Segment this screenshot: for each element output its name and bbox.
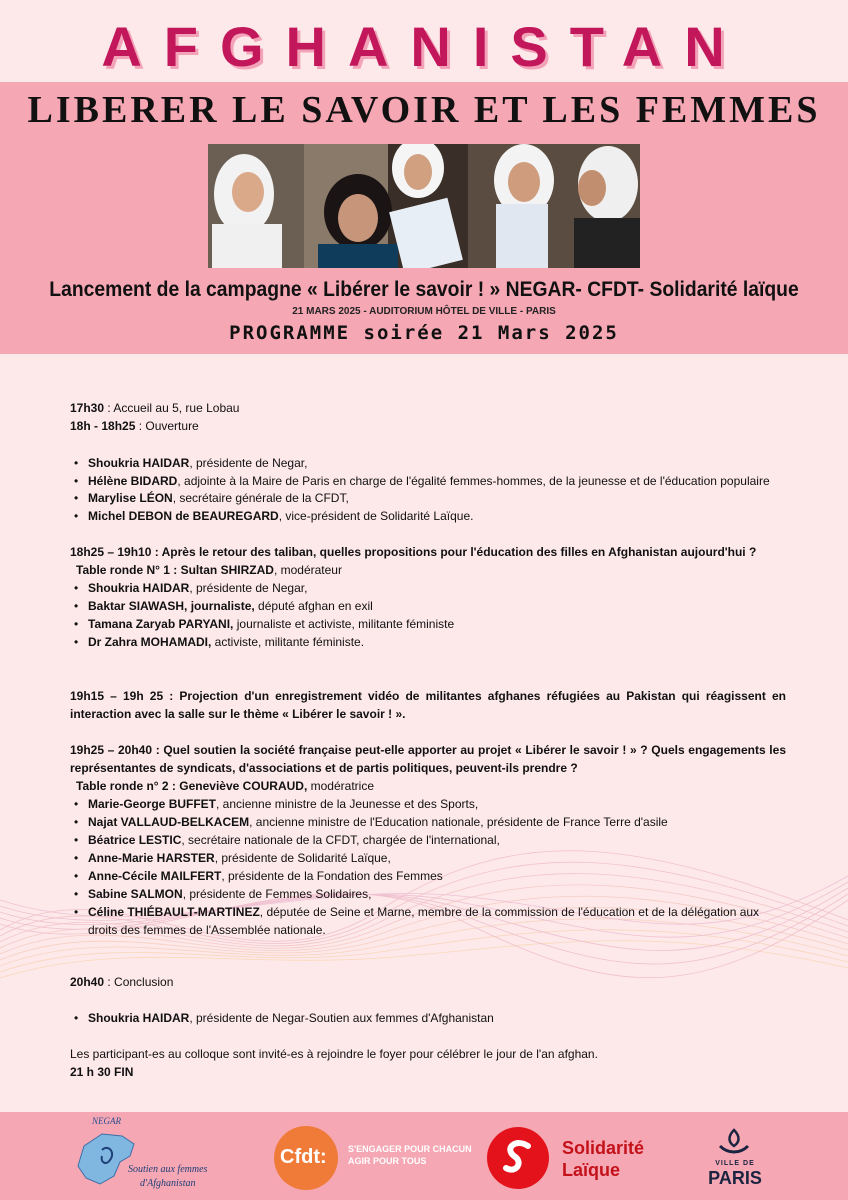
speaker-name: Shoukria HAIDAR	[88, 456, 190, 470]
closing-note: Les participant-es au colloque sont invité-es à rejoindre le foyer pour célébrer le jour de l'an afghan.	[70, 1047, 598, 1061]
list-item	[88, 473, 786, 491]
solidarite-laique-logo	[486, 1126, 656, 1190]
speaker-name: Michel DEBON de BEAUREGARD	[88, 508, 279, 523]
session2-heading: 19h15 – 19h 25 : Projection d'un enregistrement vidéo de militantes afghanes réfugiées au Pakistan qui réagissent en interaction avec la salle sur le thème « Libérer le savoir ! ».	[70, 689, 786, 721]
date-venue: 21 MARS 2025 - AUDITORIUM HÔTEL DE VILLE - PARIS	[292, 306, 556, 317]
conclusion-speakers	[70, 1009, 786, 1027]
text: : Conclusion	[104, 975, 174, 989]
speaker-role: , présidente de Solidarité Laïque,	[214, 851, 391, 865]
time: 17h30	[70, 401, 105, 415]
session1-table	[70, 561, 786, 579]
list-item	[88, 903, 786, 939]
opening-line-2	[70, 417, 786, 435]
speaker-role: , présidente de Negar,	[189, 581, 308, 595]
list-item	[88, 633, 786, 651]
session3-speakers	[70, 795, 786, 939]
time: 20h40	[70, 975, 105, 989]
opening-line-1	[70, 399, 786, 417]
solidarite-s-icon	[486, 1126, 550, 1190]
table-label: Table ronde N° 1 : Sultan SHIRZAD	[76, 563, 274, 577]
speaker-role: , adjointe à la Maire de Paris en charge de l'égalité femmes-hommes, de la jeunesse et de l'éducation populaire	[177, 473, 770, 488]
text: : Ouverture	[135, 419, 199, 433]
programme-title: PROGRAMME soirée 21 Mars 2025	[229, 322, 619, 344]
table-role: , modérateur	[273, 563, 342, 577]
table-label: Table ronde n° 2 : Geneviève COURAUD,	[76, 779, 308, 793]
session1-heading: 18h25 – 19h10 : Après le retour des taliban, quelles propositions pour l'éducation des filles en Afghanistan aujourd'hui ?	[70, 545, 757, 559]
cfdt-tagline-1: S'ENGAGER POUR CHACUN	[348, 1144, 472, 1154]
speaker-role: , vice-président de Solidarité Laïque.	[278, 508, 474, 523]
cfdt-logo	[274, 1126, 472, 1190]
session3-table	[70, 777, 786, 795]
speaker-role: député afghan en exil	[254, 599, 373, 613]
girls-photo-collage	[208, 144, 640, 268]
speaker-name: Béatrice LESTIC	[88, 833, 182, 847]
solidarite-word-2: Laïque	[562, 1160, 621, 1180]
session1-speakers	[70, 579, 786, 651]
poster-title: AFGHANISTAN	[101, 15, 747, 78]
opening-speakers	[70, 455, 786, 525]
cfdt-tagline-2: AGIR POUR TOUS	[348, 1156, 427, 1166]
speaker-role: , secrétaire nationale de la CFDT, chargée de l'international,	[181, 833, 500, 847]
list-item	[88, 867, 786, 885]
session3-heading: 19h25 – 20h40 : Quel soutien la société française peut-elle apporter au projet « Libérer le savoir ! » ? Quels engagements les représentantes de syndicats, d'associations et de partis politiques, peuvent-ils prendre ?	[70, 743, 786, 775]
speaker-role: , présidente de Negar,	[189, 456, 308, 470]
speaker-role: , présidente de Negar-Soutien aux femmes d'Afghanistan	[189, 1011, 494, 1025]
speaker-name: Anne-Marie HARSTER	[88, 851, 215, 865]
speaker-name: Shoukria HAIDAR	[88, 1011, 190, 1025]
speaker-name: Marie-George BUFFET	[88, 797, 217, 811]
text: : Accueil au 5, rue Lobau	[104, 401, 240, 415]
speaker-role: , députée de Seine et Marne, membre de la commission de l'éducation et de la délégation aux droits des femmes de l'Assemblée nationale.	[88, 905, 760, 937]
negar-logo	[72, 1116, 232, 1200]
table-role: modératrice	[307, 779, 374, 793]
list-item	[88, 579, 786, 597]
speaker-role: journaliste et activiste, militante féministe	[233, 617, 455, 631]
speaker-name: Céline THIÉBAULT-MARTINEZ	[88, 905, 260, 919]
paris-big-label: PARIS	[708, 1168, 762, 1188]
speaker-name: Tamana Zaryab PARYANI,	[88, 617, 234, 631]
end-time: 21 h 30 FIN	[70, 1065, 134, 1079]
poster-subtitle: LIBERER LE SAVOIR ET LES FEMMES	[27, 89, 821, 131]
list-item	[88, 885, 786, 903]
ville-de-paris-logo	[700, 1126, 770, 1196]
speaker-role: , ancienne ministre de l'Education nationale, présidente de France Terre d'asile	[249, 815, 668, 829]
negar-tagline-2: d'Afghanistan	[140, 1178, 196, 1189]
speaker-role: , présidente de Femmes Solidaires,	[182, 887, 372, 901]
list-item	[88, 597, 786, 615]
speaker-name: Marylise LÉON	[88, 491, 173, 505]
speaker-name: Baktar SIAWASH, journaliste,	[88, 599, 255, 613]
speaker-role: , ancienne ministre de la Jeunesse et des Sports,	[216, 797, 479, 811]
list-item	[88, 813, 786, 831]
list-item	[88, 508, 786, 526]
solidarite-word-1: Solidarité	[562, 1138, 645, 1158]
list-item	[88, 455, 786, 473]
speaker-name: Najat VALLAUD-BELKACEM	[88, 815, 250, 829]
speaker-name: Hélène BIDARD	[88, 473, 178, 488]
afghanistan-map-icon	[72, 1126, 142, 1188]
paris-ship-icon	[714, 1128, 754, 1158]
speaker-role: , secrétaire générale de la CFDT,	[172, 491, 349, 505]
speaker-name: Anne-Cécile MAILFERT	[88, 869, 222, 883]
partner-logos-band	[0, 1112, 848, 1200]
campaign-launch-line: Lancement de la campagne « Libérer le savoir ! » NEGAR- CFDT- Solidarité laïque	[49, 278, 799, 301]
time: 18h - 18h25	[70, 419, 136, 433]
list-item	[88, 831, 786, 849]
cfdt-name: Cfdt:	[280, 1146, 327, 1168]
list-item	[88, 490, 786, 508]
negar-tagline-1: Soutien aux femmes	[128, 1164, 208, 1175]
speaker-role: activiste, militante féministe.	[211, 635, 365, 649]
speaker-name: Dr Zahra MOHAMADI,	[88, 635, 212, 649]
paris-small-label: VILLE DE	[715, 1160, 755, 1167]
speaker-name: Shoukria HAIDAR	[88, 581, 190, 595]
conclusion-line	[70, 973, 786, 991]
programme-body	[70, 399, 786, 1081]
speaker-name: Sabine SALMON	[88, 887, 183, 901]
list-item	[88, 849, 786, 867]
list-item	[88, 795, 786, 813]
negar-name: NEGAR	[92, 1116, 121, 1126]
speaker-role: , présidente de la Fondation des Femmes	[221, 869, 443, 883]
list-item	[88, 615, 786, 633]
list-item	[88, 1009, 786, 1027]
